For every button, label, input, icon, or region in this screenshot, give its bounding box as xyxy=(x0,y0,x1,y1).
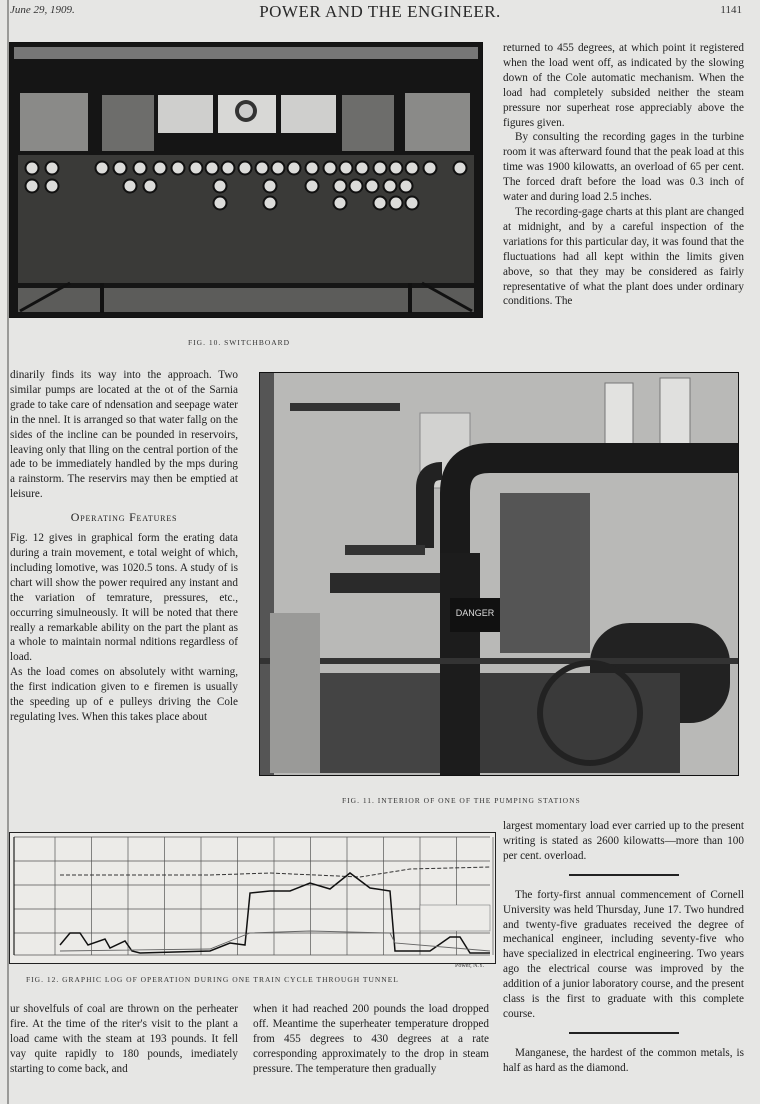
paragraph: The recording-gage charts at this plant are changed at midnight, and by a careful inspection of the variations for this particular day, it was found that the fluctuations had all kept within the limits given above, so that they may be considered as fairly representative of what the plant does under ordinary conditions. The xyxy=(503,205,744,308)
gauge-dial xyxy=(190,162,203,175)
gauge-dial xyxy=(390,162,403,175)
section-heading: Operating Features xyxy=(70,510,178,525)
chart-series-dashed xyxy=(60,867,490,877)
paragraph: As the load comes on absolutely witht warning, the first indication given to e firemen is usually the speeding up of e pulleys driving the Cole regulating lves. When this takes place about xyxy=(10,666,238,723)
issue-date: June 29, 1909. xyxy=(10,4,75,16)
fig12-credit: Power, N.Y. xyxy=(455,963,484,969)
gauge-dial xyxy=(324,162,337,175)
paragraph: returned to 455 degrees, at which point it registered when the load went off, as indicated by the slowing down of the Cole automatic mechanism. When the load had completely subsided neither the steam pressure nor superheat rose appreciably above the figures given. xyxy=(503,42,744,129)
right-column-top-text xyxy=(503,41,744,309)
gauge-dial xyxy=(144,180,157,193)
manganese-paragraph: Manganese, the hardest of the common metals, is half as hard as the diamond. xyxy=(503,1046,744,1074)
switchboard-photo xyxy=(9,42,483,318)
paragraph: when it had reached 200 pounds the load dropped off. Meantime the superheater temperature dropped from 455 degrees to 430 degrees at a rate corresponding approximately to the drop in steam pressure. The temperature then gradually xyxy=(253,1003,489,1075)
gauge-dial xyxy=(390,197,403,210)
gauge-dial xyxy=(26,180,39,193)
gauge-dial xyxy=(256,162,269,175)
section-divider xyxy=(569,874,679,876)
bottom-left-text xyxy=(10,1002,238,1077)
gauge-dial xyxy=(334,180,347,193)
gauge-dial xyxy=(154,162,167,175)
gauge-dial xyxy=(96,162,109,175)
gauge-dial xyxy=(288,162,301,175)
gauge-dial xyxy=(400,180,413,193)
gauge-dial xyxy=(222,162,235,175)
gauge-dial xyxy=(454,162,467,175)
gauge-dial xyxy=(134,162,147,175)
gauge-dial xyxy=(264,180,277,193)
graphic-log-chart xyxy=(9,832,496,964)
bottom-middle-text xyxy=(253,1002,489,1077)
gauge-dial xyxy=(124,180,137,193)
gauge-dial xyxy=(26,162,39,175)
gauge-dial xyxy=(334,197,347,210)
gauge-dial xyxy=(214,197,227,210)
gauge-dial xyxy=(114,162,127,175)
gauge-dial xyxy=(350,180,363,193)
fig12-caption: FIG. 12. GRAPHIC LOG OF OPERATION DURING ONE TRAIN CYCLE THROUGH TUNNEL xyxy=(26,975,399,984)
paragraph: Fig. 12 gives in graphical form the erating data during a train movement, e total weight of which, including lomotive, was 1020.5 tons. A study of is chart will show the power required any instant and the variation of temrature, pressures, etc., occurring simulneously. It will be noted that there really a remarkable ability on the part the plant as a whole to maintain normal nditions regardless of load. xyxy=(10,532,238,664)
gauge-dial xyxy=(172,162,185,175)
fig10-caption: FIG. 10. SWITCHBOARD xyxy=(188,338,291,347)
gauge-dial xyxy=(264,197,277,210)
cornell-paragraph: The forty-first annual commencement of Cornell University was held Thursday, June 17. Two hundred and twenty-five graduates received the degree of mechanical engineer, including seventy-five who have specialized in electrical engineering. Two years ago the electrical course was improved by the addition of a junior laboratory course, and the present class is the first to graduate with this complete course. xyxy=(503,888,744,1020)
gauge-dial xyxy=(424,162,437,175)
fig11-caption: FIG. 11. INTERIOR OF ONE OF THE PUMPING STATIONS xyxy=(342,796,581,805)
gauge-dial xyxy=(272,162,285,175)
paragraph: By consulting the recording gages in the turbine room it was afterward found that the peak load at this time was 1900 kilowatts, an overload of 65 per cent. The forced draft before the load was 0.3 inch of water and during load 2.5 inches. xyxy=(503,131,744,204)
gauge-dial xyxy=(306,162,319,175)
chart-legend xyxy=(420,905,490,931)
page-number: 1141 xyxy=(720,4,742,16)
gauge-dial xyxy=(366,180,379,193)
gauge-dial xyxy=(374,197,387,210)
pumping-station-photo xyxy=(259,372,739,776)
left-column-middle-text xyxy=(10,368,238,725)
paragraph: dinarily finds its way into the approach. Two similar pumps are located at the ot of the Sarnia grade to take care of ndensation and seepage water in the nnel. It is arranged so that water fallg on the sides of the incline can be pounded in reservoirs, leaving only that lling on the central portion of the ade to be immediately handled by the mps during a rainstorm. The reservirs may then be emptied at leisure. xyxy=(10,369,238,501)
gauge-dial xyxy=(340,162,353,175)
danger-sign: DANGER xyxy=(455,608,495,618)
pumping-station-illustration xyxy=(260,373,738,775)
gauge-dial xyxy=(206,162,219,175)
gauge-dial xyxy=(384,180,397,193)
gauge-dial xyxy=(46,180,59,193)
switchboard-illustration xyxy=(10,43,482,317)
paragraph: largest momentary load ever carried up to the present writing is stated as 2600 kilowatts—more than 100 per cent. overload. xyxy=(503,820,744,862)
gauge-dial xyxy=(214,180,227,193)
gauge-dial xyxy=(406,162,419,175)
paragraph: ur shovelfuls of coal are thrown on the perheater fire. At the time of the riter's visit to the plant a load came with the steam at 193 pounds. It fell vay quite rapidly to 180 pounds, imediately starting to come back, and xyxy=(10,1003,238,1075)
magazine-title: POWER AND THE ENGINEER. xyxy=(259,2,501,21)
graphic-log-svg xyxy=(10,833,495,963)
gauge-dial xyxy=(374,162,387,175)
gauge-dial xyxy=(406,197,419,210)
right-column-bottom-text xyxy=(503,819,744,1076)
gauge-dial xyxy=(306,180,319,193)
gauge-dial xyxy=(46,162,59,175)
gauge-dial xyxy=(356,162,369,175)
gauge-dial xyxy=(239,162,252,175)
section-divider xyxy=(569,1032,679,1034)
